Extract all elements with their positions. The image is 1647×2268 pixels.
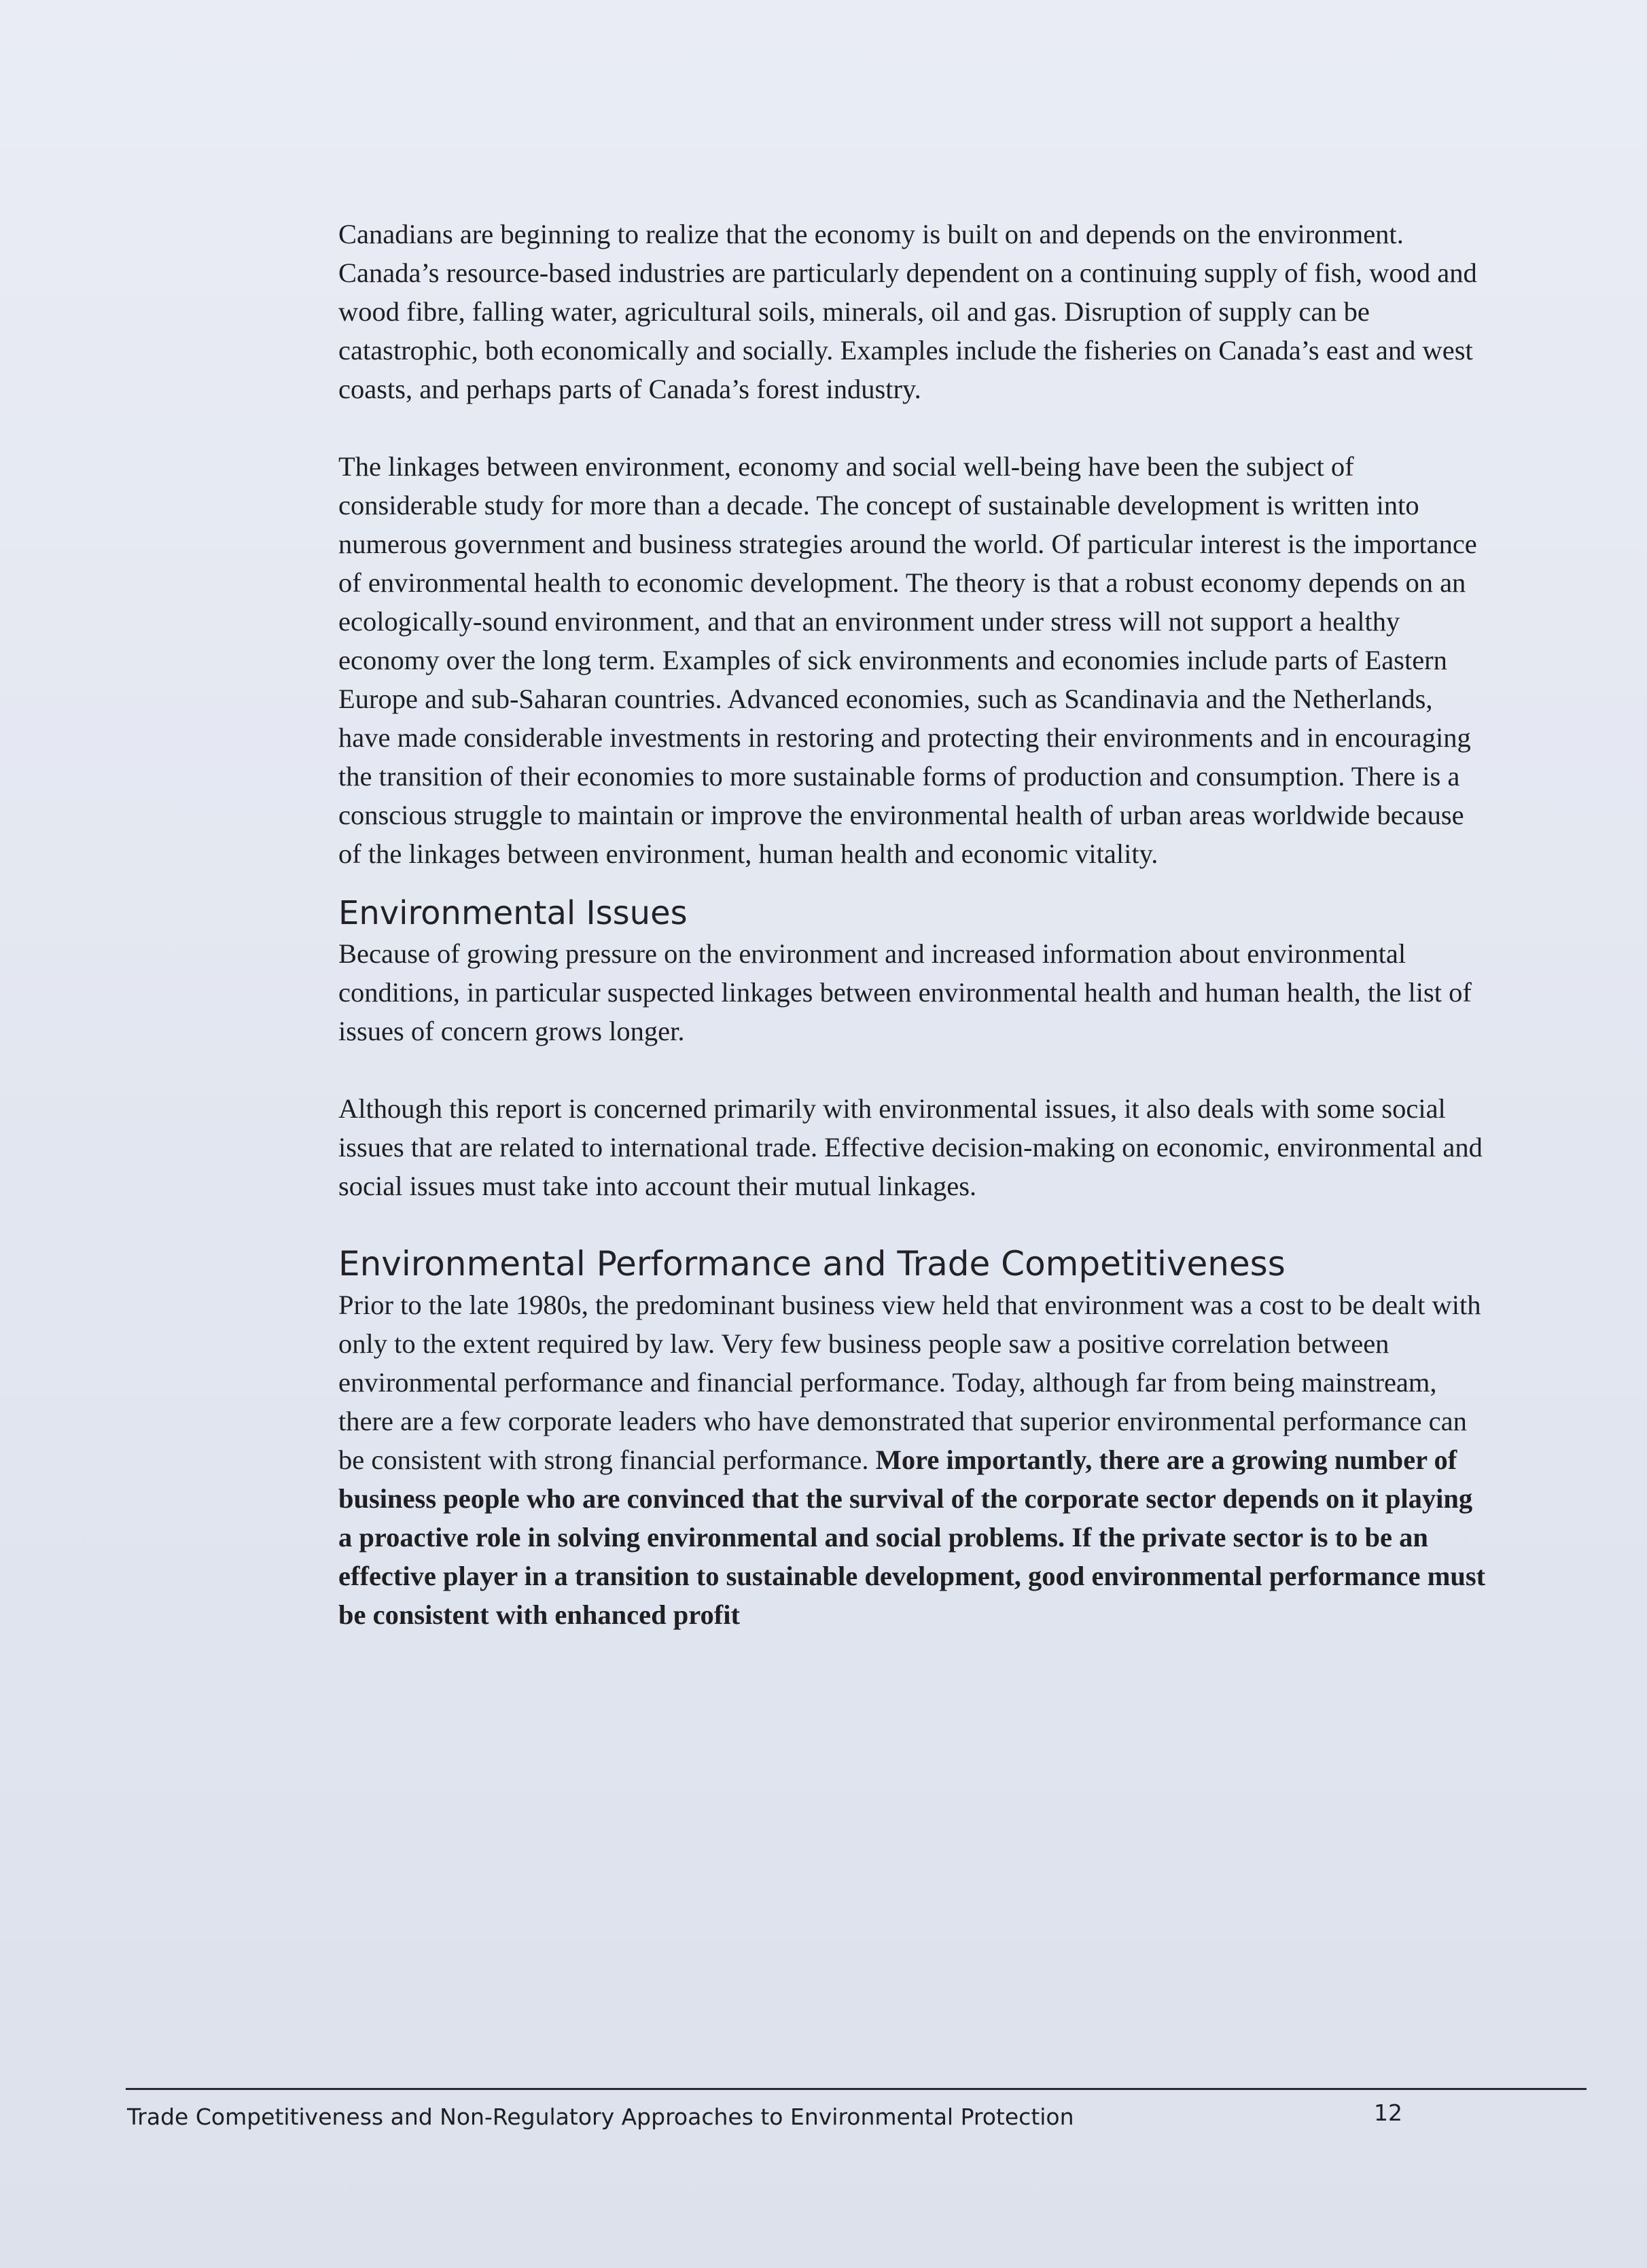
linkages-paragraph: The linkages between environment, economy and social well-being have been the subject of considerable study for more than a decade. The concept of sustainable development is written into numerous government and business strategies around the world. Of particular interest is the importance of environmental health to economic development. The theory is that a robust economy depends on an ecologically-sound environment, and that an environment under stress will not support a healthy economy over the long term. Examples of sick environments and economies include parts of Eastern Europe and sub-Saharan countries. Advanced economies, such as Scandinavia and the Netherlands, have made considerable investments in restoring and protecting their environments and in encouraging the transition of their economies to more sustainable forms of production and consumption. There is a conscious struggle to maintain or improve the environmental health of urban areas worldwide because of the linkages between environment, human health and economic vitality. bbox=[338, 451, 1477, 869]
page-content bbox=[338, 215, 1487, 1634]
performance-bold-text: More importantly, there are a growing number of business people who are convinced that the survival of the corporate sector depends on it playing a proactive role in solving environmental and social problems. If the private sector is to be an effective player in a transition to sustainable development, good environmental performance must be consistent with enhanced profit bbox=[338, 1445, 1486, 1630]
environmental-performance-paragraph bbox=[338, 1286, 1487, 1634]
report-scope-paragraph: Although this report is concerned primarily with environmental issues, it also deals with some social issues that are related to international trade. Effective decision-making on economic, environmental and social issues must take into account their mutual linkages. bbox=[338, 1093, 1483, 1201]
environmental-performance-heading: Environmental Performance and Trade Competitiveness bbox=[338, 1244, 1286, 1283]
footer-divider bbox=[126, 2088, 1587, 2090]
footer-title: Trade Competitiveness and Non-Regulatory Approaches to Environmental Protection bbox=[127, 2104, 1074, 2130]
page-number: 12 bbox=[1374, 2099, 1402, 2126]
performance-regular-text: Prior to the late 1980s, the predominant business view held that environment was a cost to be dealt with only to the extent required by law. Very few business people saw a positive correlation between environmental performance and financial performance. Today, although far from being mainstream, there are a few corporate leaders who have demonstrated that superior environmental performance can be consistent with strong financial performance. bbox=[338, 1290, 1481, 1475]
environmental-issues-paragraph: Because of growing pressure on the environment and increased information about environmental conditions, in particular suspected linkages between environmental health and human health, the list of issues of concern grows longer. bbox=[338, 938, 1472, 1046]
intro-paragraph: Canadians are beginning to realize that the economy is built on and depends on the environment. Canada’s resource-based industries are particularly dependent on a continuing supply of fish, wood and wood fibre, falling water, agricultural soils, minerals, oil and gas. Disruption of supply can be catastrophic, both economically and socially. Examples include the fisheries on Canada’s east and west coasts, and perhaps parts of Canada’s forest industry. bbox=[338, 219, 1477, 404]
environmental-issues-heading: Environmental Issues bbox=[338, 894, 688, 932]
